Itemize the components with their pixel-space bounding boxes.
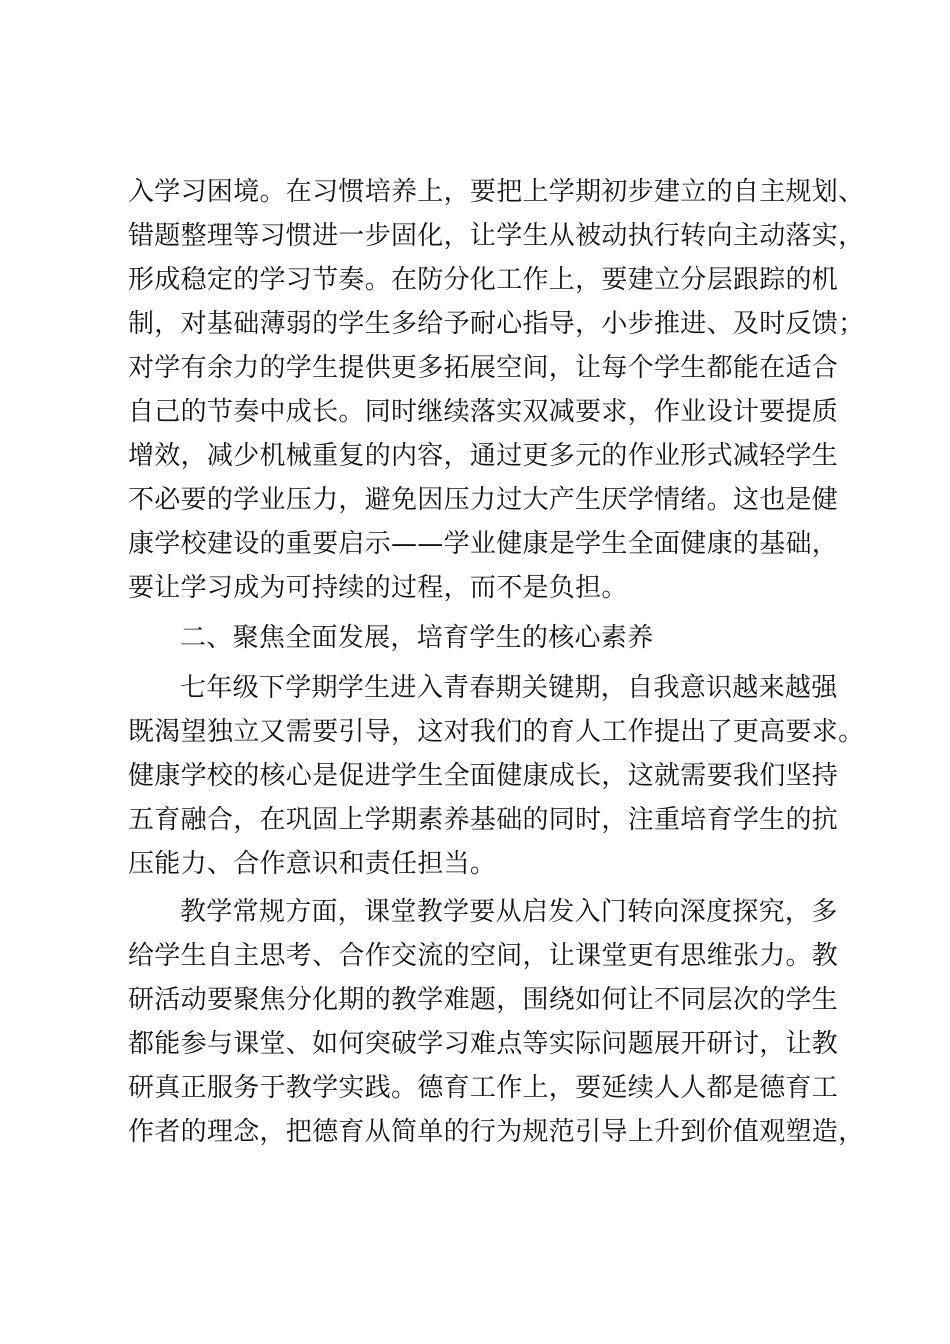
- paragraph-line: 自己的节奏中成长。同时继续落实双减要求，作业设计要提质: [128, 397, 839, 427]
- paragraph-line: 不必要的学业压力，避免因压力过大产生厌学情绪。这也是健: [128, 485, 839, 515]
- paragraph-line: 七年级下学期学生进入青春期关键期，自我意识越来越强: [180, 673, 838, 703]
- paragraph-line: 制，对基础薄弱的学生多给予耐心指导，小步推进、及时反馈；: [128, 309, 865, 339]
- paragraph-line: 要让学习成为可持续的过程，而不是负担。: [128, 573, 628, 603]
- section-heading: 二、聚焦全面发展，培育学生的核心素养: [180, 623, 654, 653]
- paragraph-line: 对学有余力的学生提供更多拓展空间，让每个学生都能在适合: [128, 353, 839, 383]
- paragraph-line: 给学生自主思考、合作交流的空间，让课堂更有思维张力。教: [128, 941, 839, 971]
- paragraph-line: 既渴望独立又需要引导，这对我们的育人工作提出了更高要求。: [128, 717, 865, 747]
- paragraph-line: 错题整理等习惯进一步固化，让学生从被动执行转向主动落实，: [128, 221, 865, 251]
- paragraph-line: 五育融合，在巩固上学期素养基础的同时，注重培育学生的抗: [128, 805, 839, 835]
- paragraph-line: 形成稳定的学习节奏。在防分化工作上，要建立分层跟踪的机: [128, 265, 839, 295]
- paragraph-line: 压能力、合作意识和责任担当。: [128, 849, 497, 879]
- paragraph-line: 研活动要聚焦分化期的教学难题，围绕如何让不同层次的学生: [128, 985, 839, 1015]
- paragraph-line: 入学习困境。在习惯培养上，要把上学期初步建立的自主规划、: [128, 177, 865, 207]
- paragraph-line: 增效，减少机械重复的内容，通过更多元的作业形式减轻学生: [128, 441, 839, 471]
- paragraph-line: 康学校建设的重要启示——学业健康是学生全面健康的基础，: [128, 529, 839, 559]
- paragraph-line: 研真正服务于教学实践。德育工作上，要延续人人都是德育工: [128, 1073, 839, 1103]
- paragraph-line: 教学常规方面，课堂教学要从启发入门转向深度探究，多: [180, 897, 838, 927]
- paragraph-line: 健康学校的核心是促进学生全面健康成长，这就需要我们坚持: [128, 761, 839, 791]
- paragraph-line: 作者的理念，把德育从简单的行为规范引导上升到价值观塑造，: [128, 1117, 865, 1147]
- paragraph-line: 都能参与课堂、如何突破学习难点等实际问题展开研讨，让教: [128, 1029, 839, 1059]
